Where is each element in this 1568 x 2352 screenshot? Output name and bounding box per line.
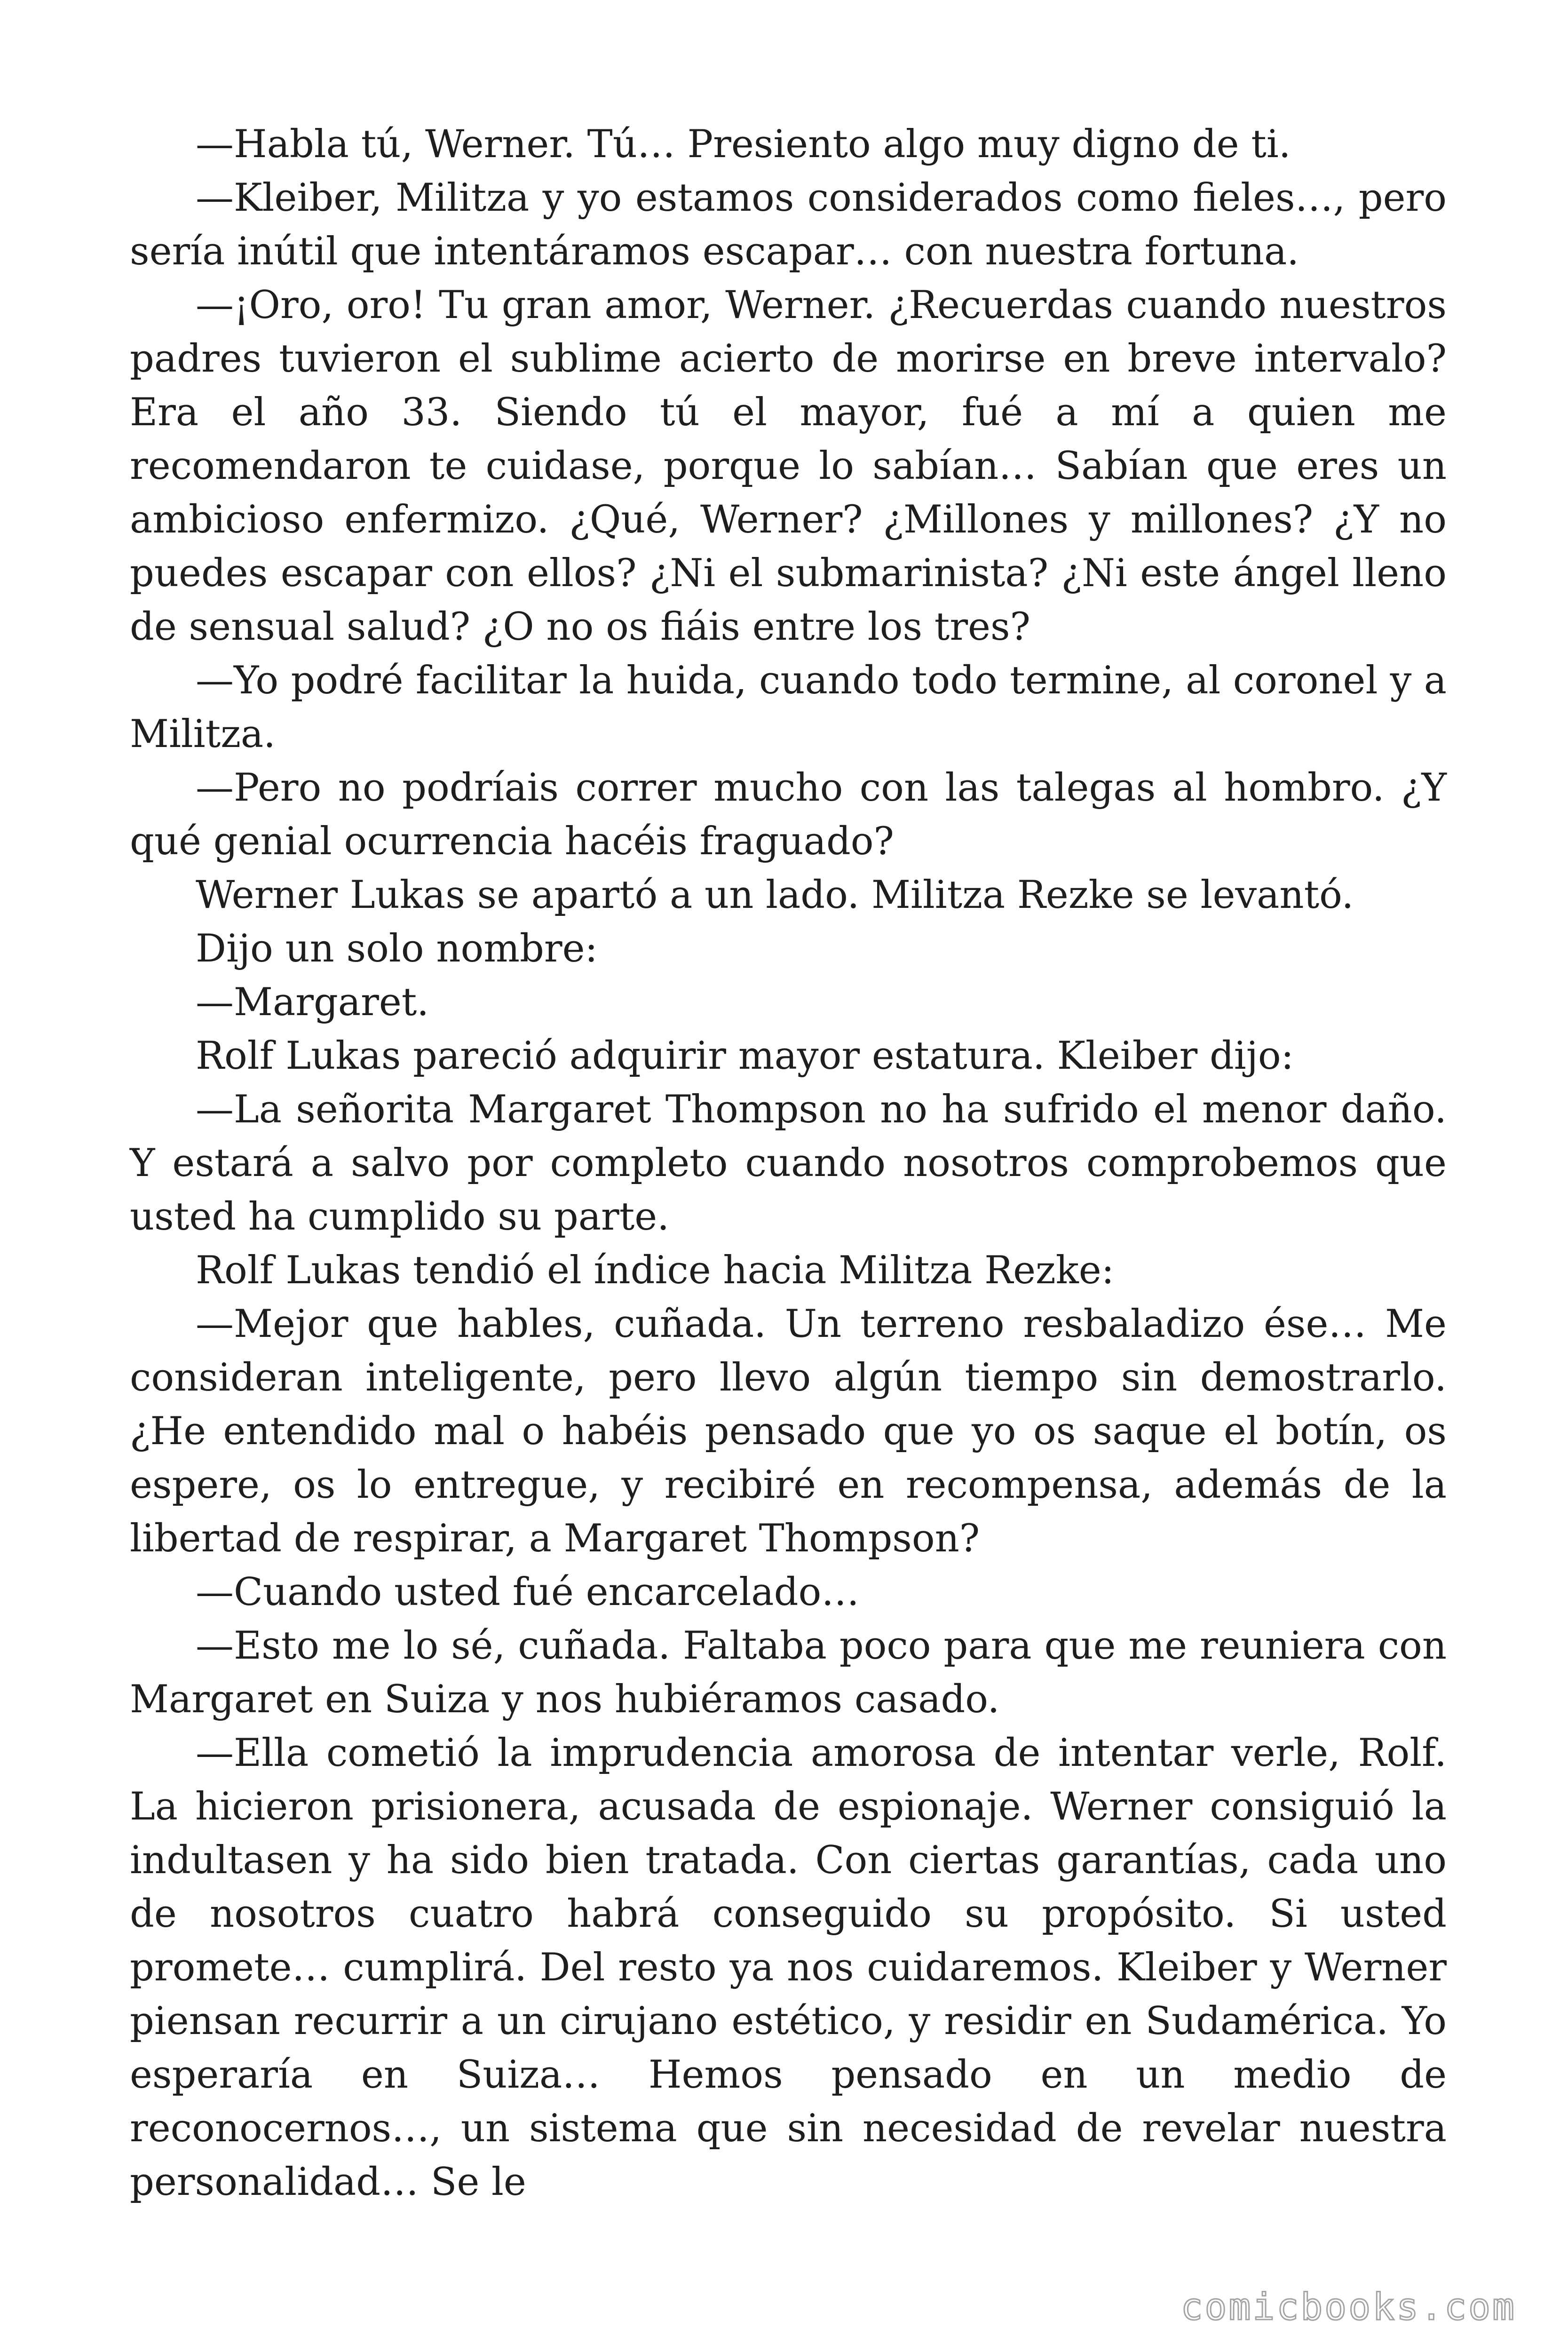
- paragraph: Werner Lukas se apartó a un lado. Militza Rezke se levantó.: [196, 873, 1354, 917]
- paragraph: Rolf Lukas tendió el índice hacia Militza Rezke:: [196, 1248, 1115, 1293]
- paragraph: —Habla tú, Werner. Tú… Presiento algo muy digno de ti.: [196, 122, 1291, 167]
- paragraph: —Margaret.: [196, 980, 429, 1025]
- paragraph: —Pero no podríais correr mucho con las talegas al hombro. ¿Y qué genial ocurrencia hacéis fraguado?: [130, 766, 1447, 864]
- paragraph: —Kleiber, Militza y yo estamos considerados como fieles…, pero sería inútil que intentáramos escapar… con nuestra fortuna.: [130, 176, 1447, 274]
- paragraph: Rolf Lukas pareció adquirir mayor estatura. Kleiber dijo:: [196, 1034, 1294, 1078]
- paragraph: —Mejor que hables, cuñada. Un terreno resbaladizo ése… Me consideran inteligente, pero llevo algún tiempo sin demostrarlo. ¿He entendido mal o habéis pensado que yo os saque el botín, os espere, os lo entregue, y recibiré en recompensa, además de la libertad de respirar, a Margaret Thompson?: [130, 1302, 1447, 1561]
- paragraph: —Yo podré facilitar la huida, cuando todo termine, al coronel y a Militza.: [130, 659, 1447, 756]
- paragraph: —Esto me lo sé, cuñada. Faltaba poco para que me reuniera con Margaret en Suiza y nos hubiéramos casado.: [130, 1624, 1447, 1722]
- paragraph: —Cuando usted fué encarcelado…: [196, 1570, 860, 1614]
- watermark-logo: comicbooks.com: [1180, 2286, 1516, 2328]
- paragraph: Dijo un solo nombre:: [196, 927, 598, 971]
- paragraph: —Ella cometió la imprudencia amorosa de intentar verle, Rolf. La hicieron prisionera, acusada de espionaje. Werner consiguió la indultasen y ha sido bien tratada. Con ciertas garantías, cada uno de nosotros cuatro habrá conseguido su propósito. Si usted promete… cumplirá. Del resto ya nos cuidaremos. Kleiber y Werner piensan recurrir a un cirujano estético, y residir en Sudamérica. Yo esperaría en Suiza… Hemos pensado en un medio de reconocernos…, un sistema que sin necesidad de revelar nuestra personalidad… Se le: [130, 1731, 1447, 2204]
- paragraph: —¡Oro, oro! Tu gran amor, Werner. ¿Recuerdas cuando nuestros padres tuvieron el sublime acierto de morirse en breve intervalo? Era el año 33. Siendo tú el mayor, fué a mí a quien me recomendaron te cuidase, porque lo sabían… Sabían que eres un ambicioso enfermizo. ¿Qué, Werner? ¿Millones y millones? ¿Y no puedes escapar con ellos? ¿Ni el submarinista? ¿Ni este ángel lleno de sensual salud? ¿O no os fiáis entre los tres?: [130, 283, 1447, 649]
- paragraph: —La señorita Margaret Thompson no ha sufrido el menor daño. Y estará a salvo por completo cuando nosotros comprobemos que usted ha cumplido su parte.: [130, 1088, 1447, 1239]
- page-body: [130, 118, 1447, 2209]
